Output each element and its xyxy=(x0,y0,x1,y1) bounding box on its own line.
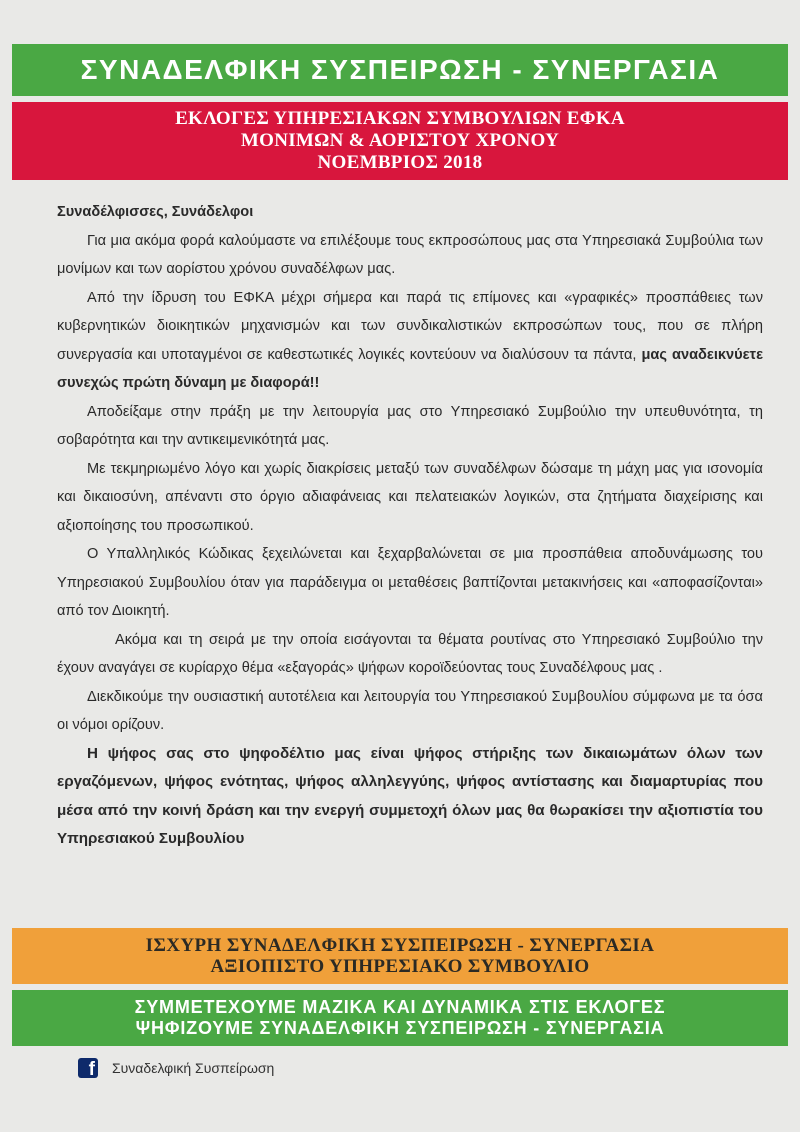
paragraph-2-text: Από την ίδρυση του ΕΦΚΑ μέχρι σήμερα και παρά τις επίμονες και «γραφικές» προσπάθειες των κυβερνητικών διοικητικών μηχανισμών και των συνδικαλιστικών εκπροσώπων τους, που σε πλήρη συνεργασία και υποταγμένοι σε καθεστωτικές λογικές κοντεύουν να διαλύσουν τα πάντα, xyxy=(57,289,763,363)
paragraph-3: Αποδείξαμε στην πράξη με την λειτουργία μας στο Υπηρεσιακό Συμβούλιο την υπευθυνότητα, τη σοβαρότητα και την αντικειμενικότητά μας. xyxy=(57,403,763,448)
facebook-link[interactable] xyxy=(78,1057,274,1079)
election-title-line1: ΕΚΛΟΓΕΣ ΥΠΗΡΕΣΙΑΚΩΝ ΣΥΜΒΟΥΛΙΩΝ ΕΦΚΑ xyxy=(175,108,625,129)
paragraph-4: Με τεκμηριωμένο λόγο και χωρίς διακρίσεις μεταξύ των συναδέλφων δώσαμε τη μάχη μας για ισονομία και δικαιοσύνη, απέναντι στο όργιο αδιαφάνειας και πελατειακών λογικών, στα ζητήματα διαχείρισης και αξιοποίησης του προσωπικού. xyxy=(57,460,763,534)
slogan-line1: ΙΣΧΥΡΗ ΣΥΝΑΔΕΛΦΙΚΗ ΣΥΣΠΕΙΡΩΣΗ - ΣΥΝΕΡΓΑΣΙΑ xyxy=(145,935,655,956)
slogan-line2: ΑΞΙΟΠΙΣΤΟ ΥΠΗΡΕΣΙΑΚΟ ΣΥΜΒΟΥΛΙΟ xyxy=(210,956,590,977)
call-to-action-banner xyxy=(12,990,788,1046)
paragraph-5: Ο Υπαλληλικός Κώδικας ξεχειλώνεται και ξεχαρβαλώνεται σε μια προσπάθεια αποδυνάμωσης του Υπηρεσιακού Συμβουλίου όταν για παράδειγμα οι μεταθέσεις βαπτίζονται μετακινήσεις και «αποφασίζονται» από τον Διοικητή. xyxy=(57,546,763,619)
paragraph-6: Ακόμα και τη σειρά με την οποία εισάγονται τα θέματα ρουτίνας στο Υπηρεσιακό Συμβούλιο την έχουν αναγάγει σε κυρίαρχο θέμα «εξαγοράς» ψήφων κοροϊδεύοντας τους Συναδέλφους μας . xyxy=(57,631,763,676)
header-banner xyxy=(12,44,788,96)
paragraph-7: Διεκδικούμε την ουσιαστική αυτοτέλεια και λειτουργία του Υπηρεσιακού Συμβουλίου σύμφωνα με τα όσα οι νόμοι ορίζουν. xyxy=(57,688,763,733)
paragraph-1: Για μια ακόμα φορά καλούμαστε να επιλέξουμε τους εκπροσώπους μας στα Υπηρεσιακά Συμβούλια των μονίμων και των αορίστου χρόνου συναδέλφων μας. xyxy=(57,232,763,277)
paragraph-2 xyxy=(57,284,763,398)
paragraph-2-highlight: μας αναδεικνύετε συνεχώς πρώτη δύναμη με διαφορά!! xyxy=(57,346,763,391)
election-date: ΝΟΕΜΒΡΙΟΣ 2018 xyxy=(317,152,483,173)
slogan-banner xyxy=(12,928,788,984)
header-title: ΣΥΝΑΔΕΛΦΙΚΗ ΣΥΣΠΕΙΡΩΣΗ - ΣΥΝΕΡΓΑΣΙΑ xyxy=(80,54,720,85)
letter-body xyxy=(57,198,763,854)
greeting: Συναδέλφισσες, Συνάδελφοι xyxy=(57,204,254,220)
cta-line2: ΨΗΦΙΖΟΥΜΕ ΣΥΝΑΔΕΛΦΙΚΗ ΣΥΣΠΕΙΡΩΣΗ - ΣΥΝΕΡΓΑΣΙΑ xyxy=(135,1018,665,1038)
cta-line1: ΣΥΜΜΕΤΕΧΟΥΜΕ ΜΑΖΙΚΑ ΚΑΙ ΔΥΝΑΜΙΚΑ ΣΤΙΣ ΕΚΛΟΓΕΣ xyxy=(134,997,666,1017)
election-banner xyxy=(12,102,788,180)
closing-statement: Η ψήφος σας στο ψηφοδέλτιο μας είναι ψήφος στήριξης των δικαιωμάτων όλων των εργαζόμενων, ψήφος ενότητας, ψήφος αλληλεγγύης, ψήφος αντίστασης και διαμαρτυρίας που μέσα από την κοινή δράση και την ενεργή συμμετοχή όλων μας θα θωρακίσει την αξιοπιστία του Υπηρεσιακού Συμβουλίου xyxy=(57,744,763,847)
facebook-page-name[interactable]: Συναδελφική Συσπείρωση xyxy=(112,1060,275,1076)
facebook-icon-glyph: f xyxy=(88,1059,95,1078)
election-title-line2: ΜΟΝΙΜΩΝ & ΑΟΡΙΣΤΟΥ ΧΡΟΝΟΥ xyxy=(240,130,560,151)
facebook-icon[interactable] xyxy=(78,1058,98,1078)
